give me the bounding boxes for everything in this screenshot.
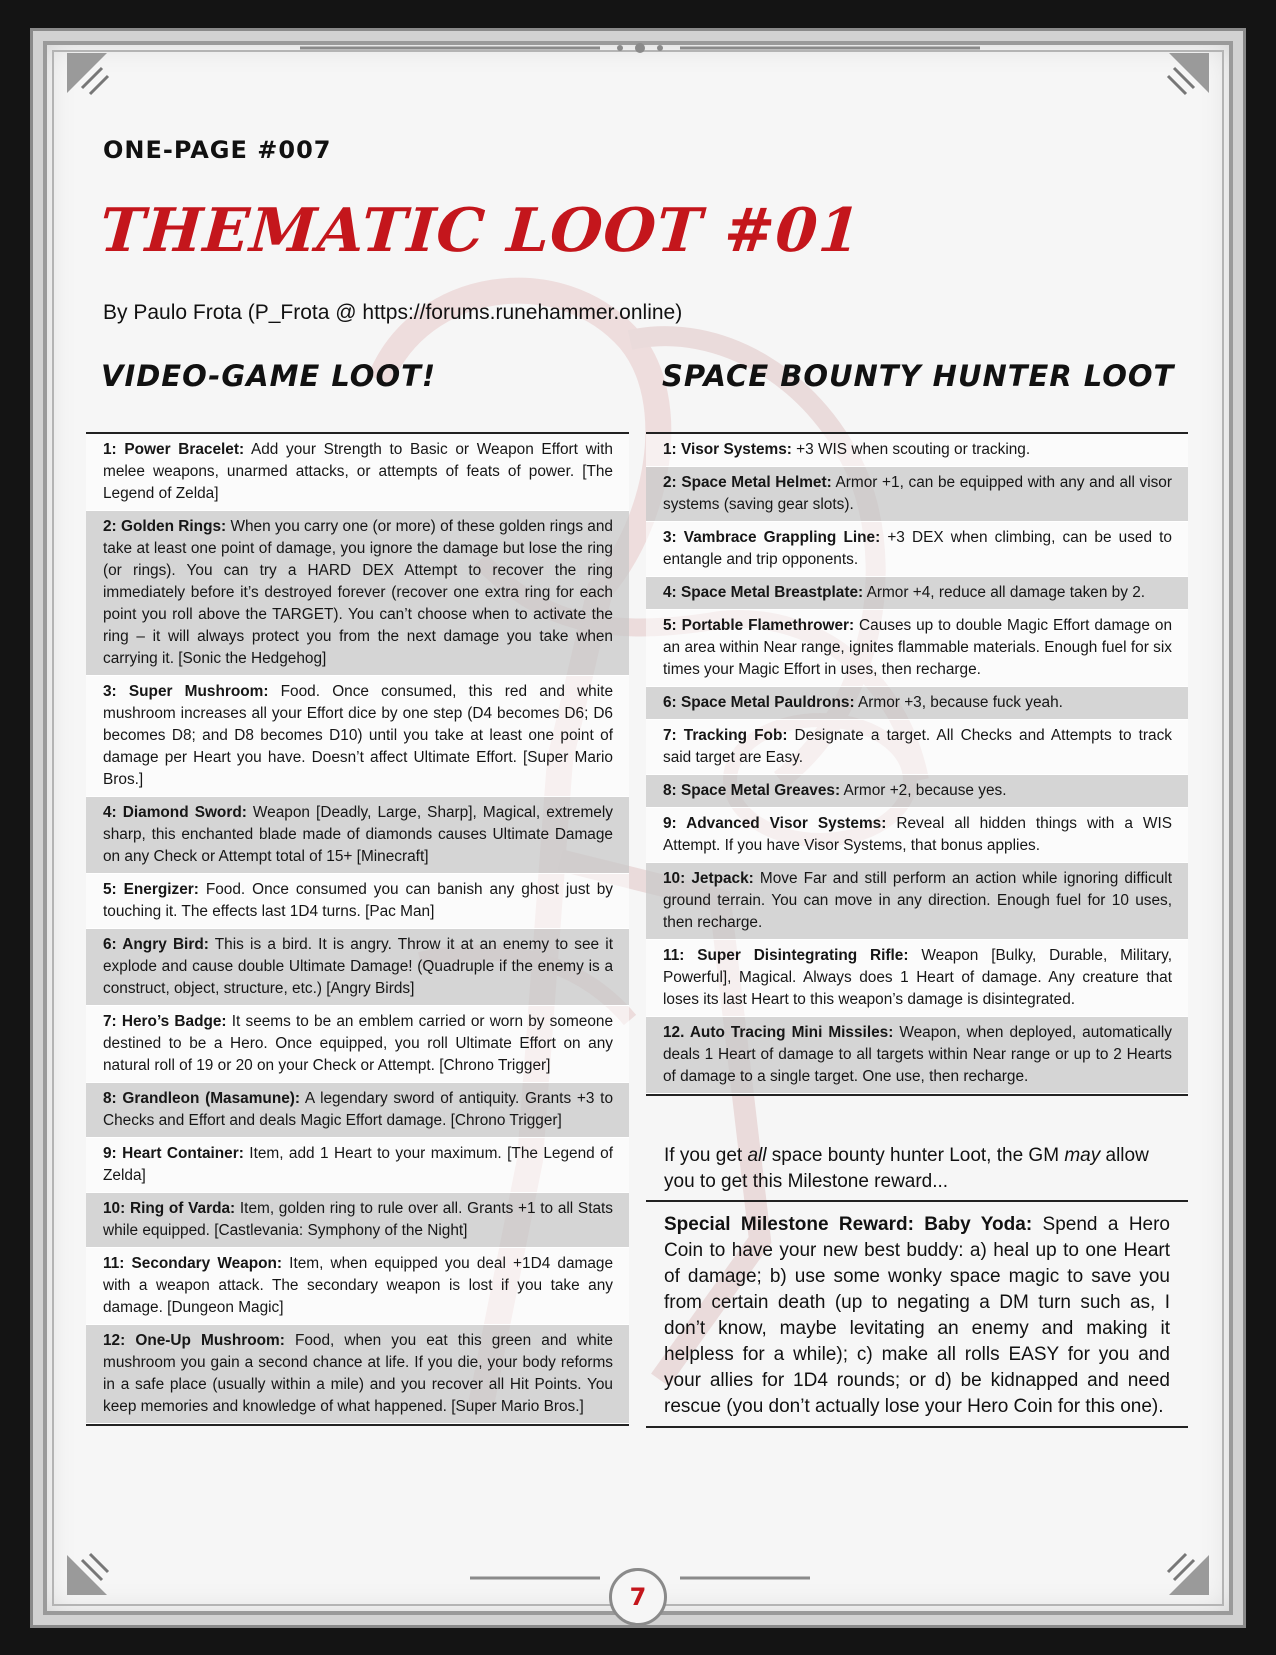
- loot-item-description: Item, add 1 Heart to your maximum. [The Legend of Zelda]: [103, 1145, 613, 1184]
- loot-item-description: Item, golden ring to rule over all. Grants +1 to all Stats while equipped. [Castlevania: Symphony of the Night]: [103, 1200, 614, 1239]
- corner-ornament-icon: [62, 48, 132, 118]
- loot-item: [646, 775, 1188, 808]
- loot-item-description: Designate a target. All Checks and Attempts to track said target are Easy.: [663, 727, 1172, 766]
- loot-item-label: 6: Space Metal Pauldrons:: [663, 694, 855, 711]
- loot-item-description: Reveal all hidden things with a WIS Attempt. If you have Visor Systems, that bonus applies.: [663, 815, 1172, 854]
- loot-item-description: Food. Once consumed you can banish any ghost just by touching it. The effects last 1D4 turns. [Pac Man]: [103, 881, 614, 920]
- loot-item-label: 9: Advanced Visor Systems:: [663, 815, 887, 832]
- loot-item-description: This is a bird. It is angry. Throw it at an enemy to see it explode and cause double Ultimate Damage! (Quadruple if the enemy is a construct, object, structure, etc.) [Angry Birds]: [103, 936, 613, 997]
- loot-item-description: Armor +1, can be equipped with any and all visor systems (saving gear slots).: [663, 474, 1172, 513]
- corner-ornament-icon: [62, 1530, 132, 1600]
- loot-item-label: 2: Space Metal Helmet:: [663, 474, 832, 491]
- loot-item-label: 9: Heart Container:: [103, 1145, 244, 1162]
- loot-item-label: 7: Hero’s Badge:: [103, 1013, 227, 1030]
- loot-item-label: 1: Visor Systems:: [663, 441, 792, 458]
- loot-item: [86, 1248, 629, 1325]
- loot-item-description: Add your Strength to Basic or Weapon Effort with melee weapons, unarmed attacks, or attempts of feats of power. [The Legend of Zelda]: [103, 441, 613, 502]
- loot-item-description: Item, when equipped you deal +1D4 damage with a weapon attack. The secondary weapon is lost if you take any damage. [Dungeon Magic]: [103, 1255, 613, 1316]
- special-milestone-reward: [646, 1210, 1188, 1428]
- video-game-loot-list: [86, 432, 629, 1426]
- loot-item: [646, 434, 1188, 467]
- loot-item: [646, 720, 1188, 775]
- loot-item: [646, 522, 1188, 577]
- page-number-badge: [609, 1568, 667, 1626]
- corner-ornament-icon: [1144, 1530, 1214, 1600]
- loot-item-label: 11: Super Disintegrating Rifle:: [663, 947, 909, 964]
- author-byline: By Paulo Frota (P_Frota @ https://forums.runehammer.online): [103, 301, 683, 324]
- top-border-ornament-icon: [300, 38, 980, 58]
- loot-item-description: Food, when you eat this green and white mushroom you gain a second chance at life. If you die, your body reforms in a safe place (usually within a mile) and you recover all Hit Points. You keep memories and knowledge of what happened. [Super Mario Bros.]: [103, 1332, 613, 1415]
- loot-item-label: 11: Secondary Weapon:: [103, 1255, 283, 1272]
- loot-item: [86, 1138, 629, 1193]
- note-text: If you get: [664, 1145, 748, 1166]
- loot-item: [86, 511, 629, 676]
- loot-item: [646, 1017, 1188, 1094]
- loot-item-label: 8: Space Metal Greaves:: [663, 782, 841, 799]
- loot-item: [86, 797, 629, 874]
- loot-item: [86, 676, 629, 797]
- right-column-title: SPACE BOUNTY HUNTER LOOT: [662, 359, 1175, 393]
- loot-item-description: Weapon [Bulky, Durable, Military, Powerful], Magical. Always does 1 Heart of damage. Any creature that loses its last Heart to this weapon’s damage is disintegrated.: [663, 947, 1172, 1008]
- note-text: space bounty hunter Loot, the GM: [766, 1145, 1065, 1166]
- loot-item: [86, 1193, 629, 1248]
- loot-item: [646, 577, 1188, 610]
- loot-item-description: Move Far and still perform an action while ignoring difficult ground terrain. You can move in any direction. Enough fuel for 10 uses, then recharge.: [663, 870, 1172, 931]
- loot-item-label: 6: Angry Bird:: [103, 936, 209, 953]
- loot-item-label: 10: Jetpack:: [663, 870, 754, 887]
- space-bounty-hunter-loot-list: [646, 432, 1188, 1096]
- loot-item: [86, 1325, 629, 1424]
- page-title: THEMATIC LOOT #01: [97, 196, 864, 266]
- loot-item-description: Weapon [Deadly, Large, Sharp], Magical, extremely sharp, this enchanted blade made of diamonds causes Ultimate Damage on any Check or Attempt total of 15+ [Minecraft]: [103, 804, 613, 865]
- note-emphasis: may: [1064, 1145, 1101, 1166]
- loot-item: [646, 467, 1188, 522]
- loot-item-description: Armor +2, because yes.: [840, 782, 1007, 799]
- special-reward-label: Special Milestone Reward: Baby Yoda:: [664, 1214, 1033, 1235]
- loot-item-description: +3 WIS when scouting or tracking.: [791, 441, 1031, 458]
- loot-item-description: +3 DEX when climbing, can be used to entangle and trip opponents.: [663, 529, 1172, 568]
- note-emphasis: all: [747, 1145, 767, 1166]
- loot-item-description: When you carry one (or more) of these golden rings and take at least one point of damage, you ignore the damage but lose the ring (or rings). You can try a HARD DEX Attempt to recover the ring immediately before it’s destroyed forever (recover one extra ring for each point you roll above the TARGET). You can’t choose when to activate the ring – it will always protect you from the next damage you take when carrying it. [Sonic the Hedgehog]: [103, 518, 613, 667]
- loot-item: [646, 610, 1188, 687]
- corner-ornament-icon: [1144, 48, 1214, 118]
- loot-item: [646, 940, 1188, 1017]
- loot-item-label: 12: One-Up Mushroom:: [103, 1332, 285, 1349]
- loot-item-description: Armor +3, because fuck yeah.: [854, 694, 1063, 711]
- loot-item: [86, 1083, 629, 1138]
- loot-item: [86, 874, 629, 929]
- milestone-intro-note: [646, 1143, 1188, 1202]
- loot-item-label: 2: Golden Rings:: [103, 518, 227, 535]
- page-label: ONE-PAGE #007: [103, 136, 332, 164]
- loot-item-label: 1: Power Bracelet:: [103, 441, 245, 458]
- loot-item-label: 3: Vambrace Grappling Line:: [663, 529, 881, 546]
- loot-item: [646, 863, 1188, 940]
- loot-item-description: Causes up to double Magic Effort damage on an area within Near range, ignites flammable materials. Enough fuel for six times your Magic Effort in uses, then recharge.: [663, 617, 1173, 678]
- loot-item: [86, 929, 629, 1006]
- loot-item: [646, 687, 1188, 720]
- loot-item-description: It seems to be an emblem carried or worn by someone destined to be a Hero. Once equipped, you roll Ultimate Effort on any natural roll of 19 or 20 on your Check or Attempt. [Chrono Trigger]: [103, 1013, 613, 1074]
- loot-item-label: 3: Super Mushroom:: [103, 683, 269, 700]
- page-number: 7: [629, 1583, 647, 1611]
- loot-item-label: 12. Auto Tracing Mini Missiles:: [663, 1024, 894, 1041]
- loot-item-label: 5: Portable Flamethrower:: [663, 617, 855, 634]
- loot-item-label: 4: Diamond Sword:: [103, 804, 247, 821]
- loot-item-label: 5: Energizer:: [103, 881, 199, 898]
- loot-item-label: 8: Grandleon (Masamune):: [103, 1090, 301, 1107]
- special-reward-text: Spend a Hero Coin to have your new best buddy: a) heal up to one Heart of damage; b) use some wonky space magic to save you from certain death (up to negating a DM turn such as, I don’t know, maybe levitating an enemy and making it helpless for a while); c) make all rolls EASY for you and your allies for 1D4 rounds; or d) be kidnapped and need rescue (you don’t actually lose your Hero Coin for this one).: [664, 1214, 1170, 1417]
- loot-item-description: Armor +4, reduce all damage taken by 2.: [863, 584, 1146, 601]
- loot-item: [86, 434, 629, 511]
- note-text: allow you to get this Milestone reward...: [664, 1145, 1149, 1192]
- loot-item-label: 4: Space Metal Breastplate:: [663, 584, 864, 601]
- loot-item-label: 10: Ring of Varda:: [103, 1200, 236, 1217]
- loot-item: [646, 808, 1188, 863]
- loot-item-description: Food. Once consumed, this red and white mushroom increases all your Effort dice by one step (D4 becomes D6; D6 becomes D8; and D8 becomes D10) until you take at least one point of damage per Heart you have. Doesn’t affect Ultimate Effort. [Super Mario Bros.]: [103, 683, 613, 788]
- left-column-title: VIDEO-GAME LOOT!: [101, 359, 437, 393]
- loot-item: [86, 1006, 629, 1083]
- loot-item-description: Weapon, when deployed, automatically deals 1 Heart of damage to all targets within Near range or up to 2 Hearts of damage to a single target. One use, then recharge.: [663, 1024, 1172, 1085]
- loot-item-label: 7: Tracking Fob:: [663, 727, 788, 744]
- loot-item-description: A legendary sword of antiquity. Grants +3 to Checks and Effort and deals Magic Effort damage. [Chrono Trigger]: [103, 1090, 613, 1129]
